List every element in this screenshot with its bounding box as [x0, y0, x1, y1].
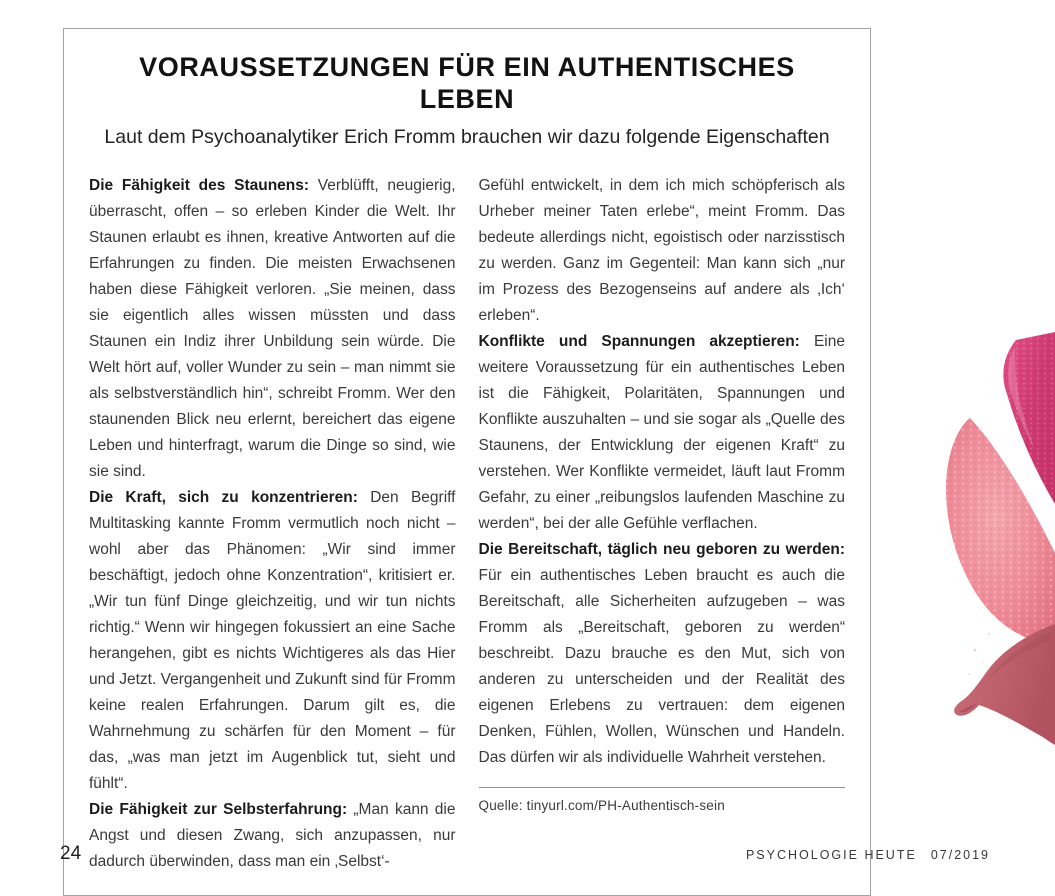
article-box [63, 28, 871, 896]
section-heading: Konflikte und Spannungen akzeptieren: [478, 332, 814, 350]
box-title: VORAUSSETZUNGEN FÜR EIN AUTHENTISCHES LEBEN [139, 52, 795, 115]
box-subtitle: Laut dem Psychoanalytiker Erich Fromm brauchen wir dazu folgende Eigenschaften [104, 125, 830, 148]
source-line: Quelle: tinyurl.com/PH-Authentisch-sein [478, 797, 725, 813]
source-divider [479, 787, 846, 788]
section-heading: Die Fähigkeit zur Selbsterfahrung: [89, 800, 354, 818]
article-paragraph: Die Fähigkeit zur Selbsterfahrung: „Man kann die Angst und diesen Zwang, sich anzupassen, nur dadurch überwinden, dass man ein ‚Selbst‘- [89, 800, 456, 870]
stem-curl [954, 624, 1055, 745]
article-paragraph: Die Bereitschaft, täglich neu geboren zu werden: Für ein authentisches Leben braucht es auch die Bereitschaft, alle Sicherheiten aufzugeben – was Fromm als „Bereitschaft, geboren zu werden“ beschreibt. Dazu brauche es den Mut, sich von anderen zu unterscheiden und der Realität des eigenen Erlebens zu vertrauen: dem eigenen Denken, Fühlen, Wollen, Wünschen und Handeln. Das dürfen wir als individuelle Wahrheit verstehen. [478, 540, 845, 766]
article-paragraph: Die Fähigkeit des Staunens: Verblüfft, neugierig, überrascht, offen – so erleben Kinder die Welt. Ihr Staunen erlaubt es ihnen, kreative Antworten auf die Erfahrungen zu finden. Die meisten Erwachsenen haben diese Fähigkeit verloren. „Sie meinen, dass sie eigentlich alles wissen müssten und dass Staunen ein Indiz ihrer Unbildung sein würde. Die Welt hört auf, voller Wunder zu sein – man nimmt sie als selbstverständlich hin“, schreibt Fromm. Wer den staunenden Blick neu erlernt, bereichert das eigene Leben und hinterfragt, warum die Dinge so sind, wie sie sind. [89, 176, 456, 480]
flower-illustration [945, 332, 1055, 752]
article-paragraph: Gefühl entwickelt, in dem ich mich schöpferisch als Urheber meiner Taten erlebe“, meint Fromm. Das bedeute allerdings nicht, egoistisch oder narzisstisch zu werden. Ganz im Gegenteil: Man kann sich „nur im Prozess des Bezogenseins auf andere als ‚Ich‘ erleben“. [478, 176, 845, 324]
issue-number: 07/2019 [930, 848, 990, 862]
magazine-footer [746, 848, 990, 862]
page-number: 24 [60, 843, 82, 864]
right-column [479, 173, 846, 875]
section-heading: Die Fähigkeit des Staunens: [89, 176, 318, 194]
section-heading: Die Bereitschaft, täglich neu geboren zu werden: [478, 540, 845, 558]
text-columns [89, 173, 845, 875]
right-column-paragraphs [479, 173, 846, 771]
section-heading: Die Kraft, sich zu konzentrieren: [89, 488, 371, 506]
magazine-name: PSYCHOLOGIE HEUTE [745, 848, 917, 862]
article-paragraph: Die Kraft, sich zu konzentrieren: Den Begriff Multitasking kannte Fromm vermutlich noch nicht – wohl aber das Phänomen: „Wir sind immer beschäftigt, jedoch ohne Konzentration“, kritisiert er. „Wir tun fünf Dinge gleichzeitig, und wir tun nichts richtig.“ Wenn wir hingegen fokussiert an eine Sache herangehen, gibt es nichts Wichtigeres als das Hier und Jetzt. Vergangenheit und Zukunft sind für Fromm keine realen Erfahrungen. Darum gilt es, die Wahrnehmung zu schärfen für den Moment – für das, „was man jetzt im Augenblick tut, sieht und fühlt“. [89, 488, 456, 792]
article-paragraph: Konflikte und Spannungen akzeptieren: Eine weitere Voraussetzung für ein authentisches Leben ist die Fähigkeit, Polaritäten, Spannungen und Konflikte auszuhalten – und sie sogar als „Quelle des Staunens, der Entwicklung der eigenen Kraft“ zu verstehen. Wer Konflikte vermeidet, läuft laut Fromm Gefahr, zu einer „reibungslos laufenden Maschine zu werden“, bei der alle Gefühle verflachen. [478, 332, 845, 532]
left-column [89, 173, 456, 875]
